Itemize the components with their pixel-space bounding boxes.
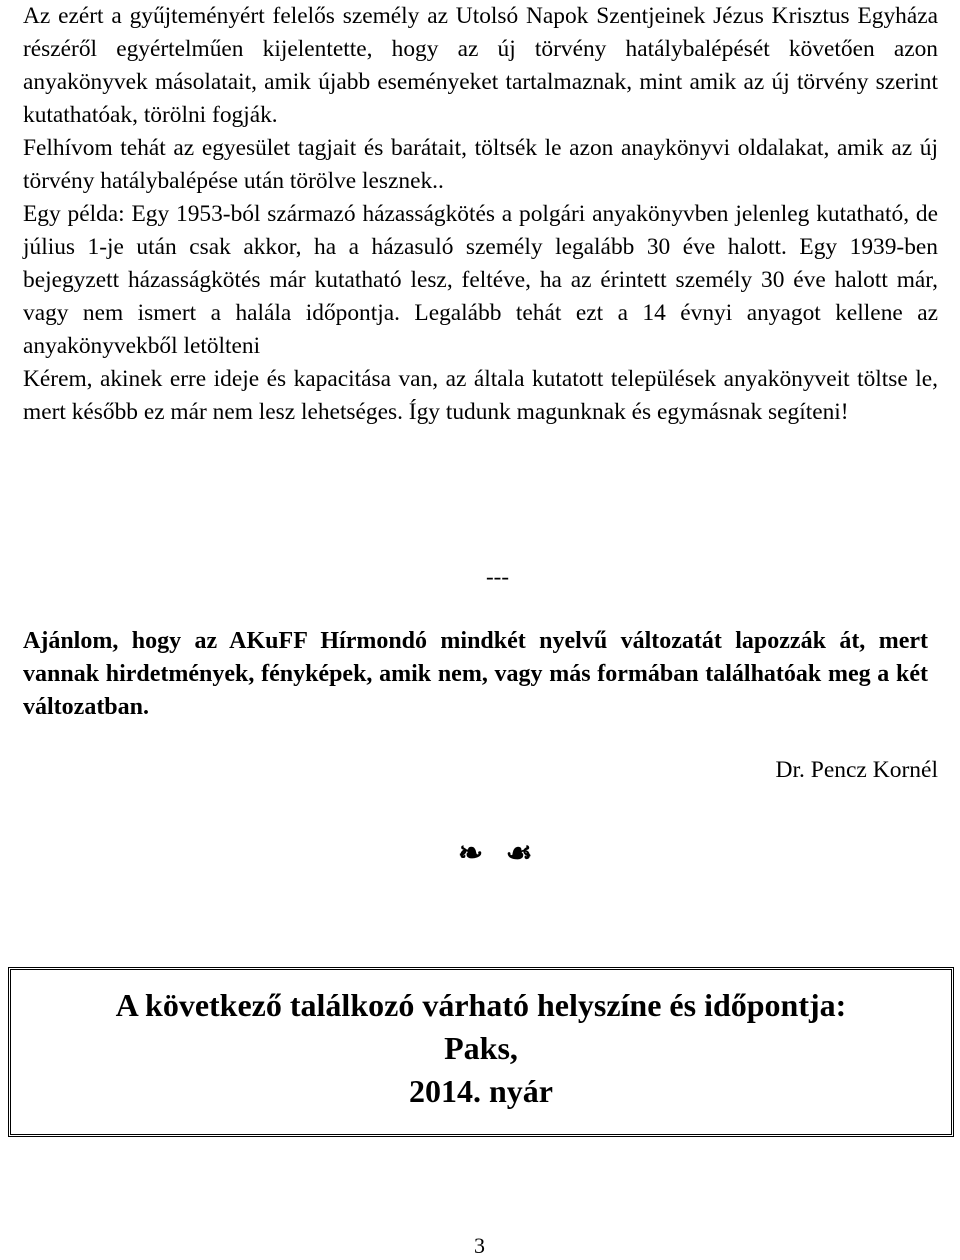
author-signature: Dr. Pencz Kornél: [775, 757, 938, 783]
page-number: 3: [474, 1233, 485, 1258]
floral-ornament-icon: ❧ ☙: [458, 836, 539, 871]
paragraph-example: Egy példa: Egy 1953-ból származó házasságkötés a polgári anyakönyvben jelenleg kutatható, de július 1-je után csak akkor, ha a házasuló személy legalább 30 éve halott. Egy 1939-ben bejegyzett házasságkötés már kutatható lesz, feltéve, ha az érintett személy 30 éve halott már, vagy nem ismert a halála időpontja. Legalább tehát ezt a 14 évnyi anyagot kellene az anyakönyvekből letölteni: [23, 201, 938, 359]
paragraph-appeal: Felhívom tehát az egyesület tagjait és barátait, töltsék le azon anaykönyvi oldalakat, amik az új törvény hatálybalépése után törölve lesznek..: [23, 135, 938, 194]
announcement-date: 2014. nyár: [409, 1073, 553, 1109]
body-text: [23, 0, 938, 429]
section-divider: ---: [486, 564, 509, 589]
next-meeting-announcement: [8, 967, 954, 1137]
recommendation-paragraph: Ajánlom, hogy az AKuFF Hírmondó mindkét nyelvű változatát lapozzák át, mert vannak hirdetmények, fényképek, amik nem, vagy más formában találhatóak meg a két változatban.: [23, 628, 928, 720]
paragraph-deletion-notice: Az ezért a gyűjteményért felelős személy az Utolsó Napok Szentjeinek Jézus Krisztus Egyháza részéről egyértelműen kijelentette, hogy az új törvény hatálybalépését követően azon anyakönyvek másolatait, amik újabb eseményeket tartalmaznak, mint amik az új törvény szerint kutathatóak, törölni fogják.: [23, 3, 938, 128]
announcement-heading: A következő találkozó várható helyszíne és időpontja:: [115, 987, 847, 1023]
paragraph-request: Kérem, akinek erre ideje és kapacitása van, az általa kutatott települések anyakönyveit töltse le, mert később ez már nem lesz lehetséges. Így tudunk magunknak és egymásnak segíteni!: [23, 366, 938, 425]
announcement-location: Paks,: [444, 1030, 518, 1066]
